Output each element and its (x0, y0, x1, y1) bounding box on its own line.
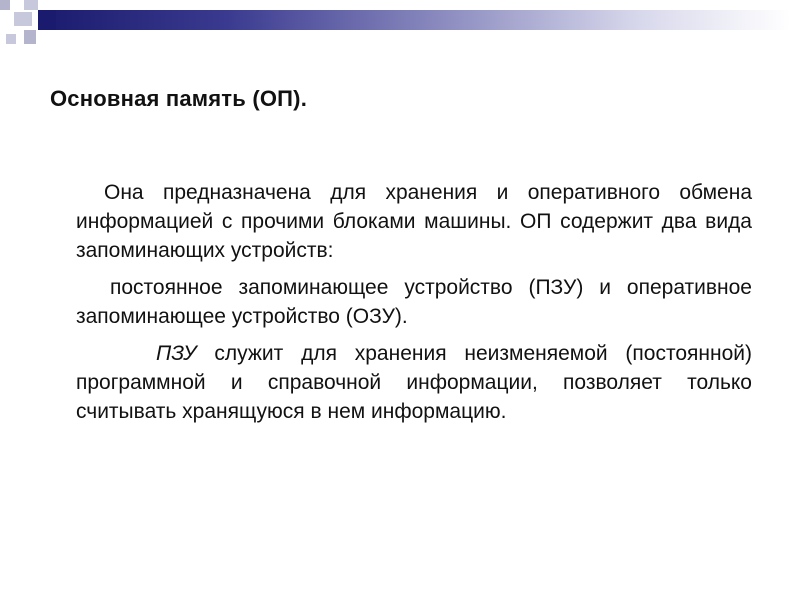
paragraph-rom (76, 339, 752, 426)
decor-square (6, 34, 16, 44)
slide-body (76, 178, 752, 426)
decor-square (24, 30, 36, 44)
decor-square (14, 12, 32, 26)
decor-square (24, 0, 38, 10)
paragraph-memory-types: постоянное запоминающее устройство (ПЗУ) и оперативное запоминающее устройство (ОЗУ). (76, 276, 752, 328)
rom-description: служит для хранения неизменяемой (постоянной) программной и справочной информации, позволяет только считывать хранящуюся в нем информацию. (76, 342, 752, 423)
decor-square (0, 0, 10, 10)
rom-abbreviation: ПЗУ (156, 342, 197, 365)
decor-square (38, 10, 56, 30)
header-gradient-band (40, 10, 790, 30)
slide-title: Основная память (ОП). (50, 86, 308, 111)
paragraph-purpose: Она предназначена для хранения и оперативного обмена информацией с прочими блоками машины. ОП содержит два вида запоминающих устройств: (76, 181, 752, 262)
